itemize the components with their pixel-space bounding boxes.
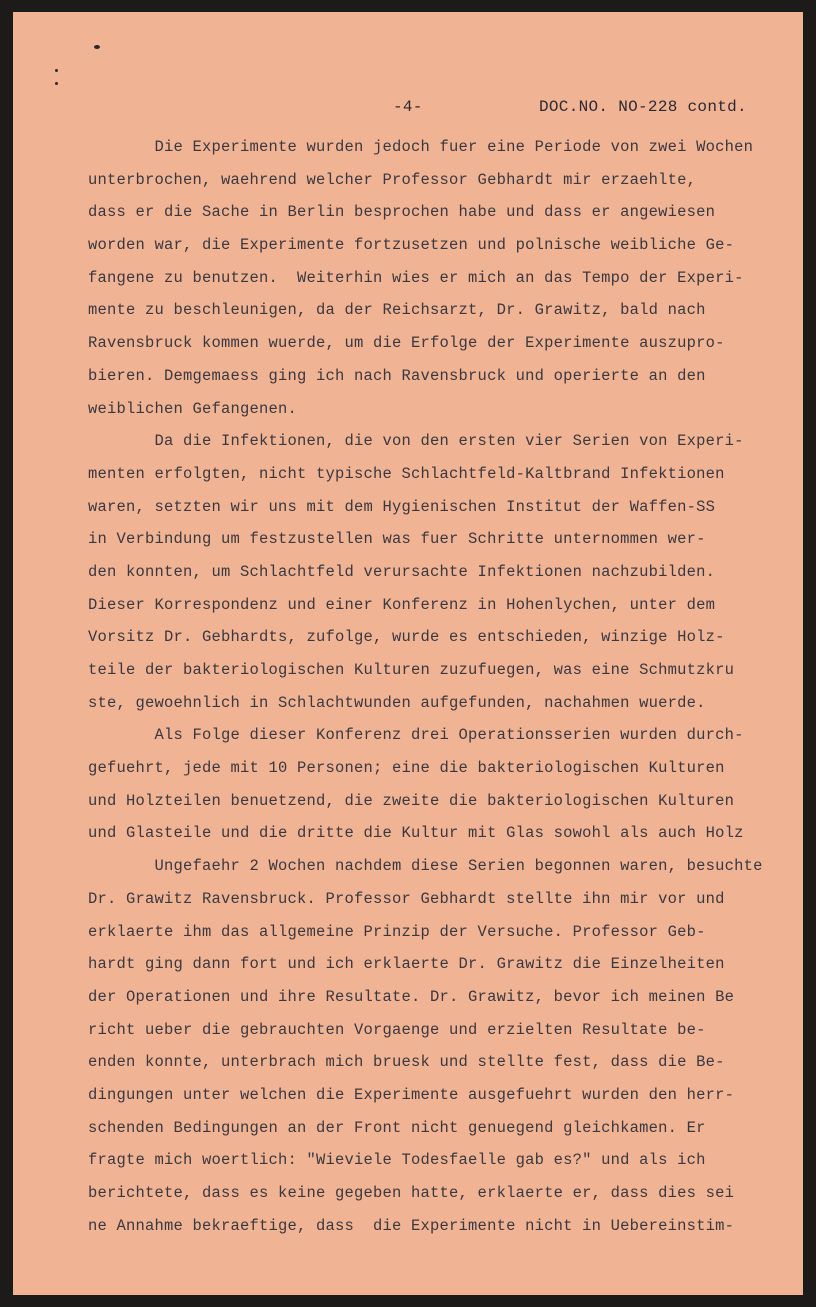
- page-header: [13, 98, 803, 120]
- ink-speck: [55, 82, 58, 85]
- text-line: der Operationen und ihre Resultate. Dr. Grawitz, bevor ich meinen Be: [88, 987, 735, 1006]
- text-line: ne Annahme bekraeftige, dass die Experimente nicht in Uebereinstim-: [88, 1216, 735, 1235]
- text-line: schenden Bedingungen an der Front nicht genuegend gleichkamen. Er: [88, 1118, 706, 1137]
- text-line: Da die Infektionen, die von den ersten vier Serien von Experi-: [88, 432, 744, 451]
- text-line: mente zu beschleunigen, da der Reichsarzt, Dr. Grawitz, bald nach: [88, 301, 706, 320]
- text-line: dass er die Sache in Berlin besprochen habe und dass er angewiesen: [88, 203, 716, 222]
- text-line: und Glasteile und die dritte die Kultur mit Glas sowohl als auch Holz: [88, 824, 744, 843]
- text-line: Ravensbruck kommen wuerde, um die Erfolge der Experimente auszupro-: [88, 334, 725, 353]
- text-line: den konnten, um Schlachtfeld verursachte Infektionen nachzubilden.: [88, 562, 716, 581]
- text-line: Dr. Grawitz Ravensbruck. Professor Gebhardt stellte ihn mir vor und: [88, 889, 725, 908]
- document-page: [13, 12, 803, 1295]
- text-line: richt ueber die gebrauchten Vorgaenge und erzielten Resultate be-: [88, 1020, 706, 1039]
- text-line: weiblichen Gefangenen.: [88, 399, 298, 418]
- text-line: enden konnte, unterbrach mich bruesk und stellte fest, dass die Be-: [88, 1053, 725, 1072]
- text-line: Dieser Korrespondenz und einer Konferenz in Hohenlychen, unter dem: [88, 595, 716, 614]
- document-number: DOC.NO. NO-228 contd.: [539, 98, 747, 116]
- text-line: in Verbindung um festzustellen was fuer Schritte unternommen wer-: [88, 530, 706, 549]
- text-line: bieren. Demgemaess ging ich nach Ravensbruck und operierte an den: [88, 366, 706, 385]
- text-line: unterbrochen, waehrend welcher Professor Gebhardt mir erzaehlte,: [88, 170, 697, 189]
- text-line: Vorsitz Dr. Gebhardts, zufolge, wurde es entschieden, winzige Holz-: [88, 628, 725, 647]
- text-line: und Holzteilen benuetzend, die zweite die bakteriologischen Kulturen: [88, 791, 735, 810]
- text-line: fragte mich woertlich: "Wieviele Todesfaelle gab es?" und als ich: [88, 1151, 706, 1170]
- text-line: teile der bakteriologischen Kulturen zuzufuegen, was eine Schmutzkru: [88, 661, 735, 679]
- text-line: erklaerte ihm das allgemeine Prinzip der Versuche. Professor Geb-: [88, 922, 706, 941]
- text-line: Als Folge dieser Konferenz drei Operationsserien wurden durch-: [88, 726, 744, 745]
- text-line: dingungen unter welchen die Experimente ausgefuehrt wurden den herr-: [88, 1085, 735, 1104]
- text-line: Ungefaehr 2 Wochen nachdem diese Serien begonnen waren, besuchte: [88, 857, 763, 876]
- ink-speck: [55, 69, 58, 72]
- text-line: gefuehrt, jede mit 10 Personen; eine die bakteriologischen Kulturen: [88, 759, 725, 778]
- text-line: berichtete, dass es keine gegeben hatte, erklaerte er, dass dies sei: [88, 1184, 735, 1202]
- ink-speck: [94, 45, 100, 49]
- text-line: Die Experimente wurden jedoch fuer eine Periode von zwei Wochen: [88, 138, 754, 156]
- page-number: -4-: [393, 98, 423, 116]
- text-line: waren, setzten wir uns mit dem Hygienischen Institut der Waffen-SS: [88, 497, 716, 516]
- text-line: fangene zu benutzen. Weiterhin wies er mich an das Tempo der Experi-: [88, 268, 744, 287]
- text-line: menten erfolgten, nicht typische Schlachtfeld-Kaltbrand Infektionen: [88, 464, 725, 483]
- text-line: ste, gewoehnlich in Schlachtwunden aufgefunden, nachahmen wuerde.: [88, 693, 706, 712]
- document-body: [88, 131, 803, 1261]
- text-line: hardt ging dann fort und ich erklaerte Dr. Grawitz die Einzelheiten: [88, 955, 725, 974]
- text-line: worden war, die Experimente fortzusetzen und polnische weibliche Ge-: [88, 236, 735, 255]
